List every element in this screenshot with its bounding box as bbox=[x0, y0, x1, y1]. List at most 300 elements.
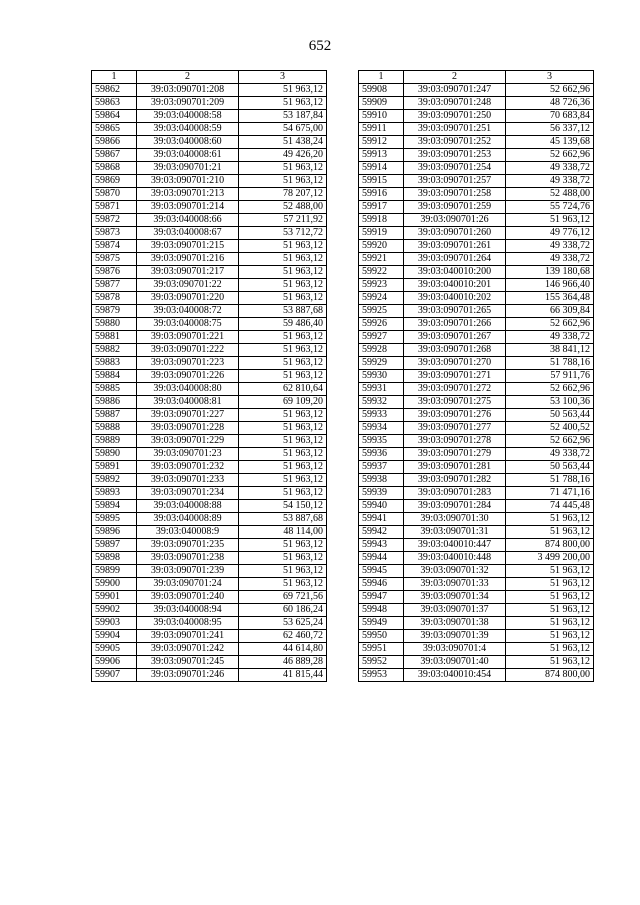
cadastral-value-cell: 50 563,44 bbox=[506, 409, 594, 422]
table-row bbox=[92, 578, 327, 591]
cadastral-number-cell: 39:03:040008:81 bbox=[137, 396, 239, 409]
cadastral-number-cell: 39:03:090701:257 bbox=[404, 175, 506, 188]
column-header-2: 2 bbox=[137, 71, 239, 84]
cadastral-value-cell: 44 614,80 bbox=[239, 643, 327, 656]
cadastral-value-cell: 3 499 200,00 bbox=[506, 552, 594, 565]
cadastral-value-cell: 51 963,12 bbox=[239, 344, 327, 357]
cadastral-number-cell: 39:03:090701:253 bbox=[404, 149, 506, 162]
cadastral-number-cell: 39:03:090701:226 bbox=[137, 370, 239, 383]
cadastral-number-cell: 39:03:090701:272 bbox=[404, 383, 506, 396]
table-row bbox=[359, 539, 594, 552]
cadastral-value-cell: 51 788,16 bbox=[506, 357, 594, 370]
cadastral-value-cell: 51 963,12 bbox=[506, 526, 594, 539]
table-row bbox=[92, 201, 327, 214]
cadastral-number-cell: 39:03:040010:447 bbox=[404, 539, 506, 552]
cadastral-number-cell: 39:03:090701:246 bbox=[137, 669, 239, 682]
table-row bbox=[92, 513, 327, 526]
cadastral-number-cell: 39:03:090701:270 bbox=[404, 357, 506, 370]
table-row bbox=[359, 526, 594, 539]
cadastral-number-cell: 39:03:090701:228 bbox=[137, 422, 239, 435]
record-number-cell: 59888 bbox=[92, 422, 137, 435]
table-row bbox=[92, 292, 327, 305]
cadastral-number-cell: 39:03:090701:260 bbox=[404, 227, 506, 240]
cadastral-number-cell: 39:03:090701:38 bbox=[404, 617, 506, 630]
table-row bbox=[92, 435, 327, 448]
cadastral-value-cell: 51 963,12 bbox=[239, 84, 327, 97]
table-row bbox=[359, 409, 594, 422]
cadastral-value-cell: 51 963,12 bbox=[239, 435, 327, 448]
cadastral-value-cell: 52 488,00 bbox=[506, 188, 594, 201]
record-number-cell: 59898 bbox=[92, 552, 137, 565]
cadastral-number-cell: 39:03:090701:276 bbox=[404, 409, 506, 422]
table-row bbox=[92, 162, 327, 175]
record-number-cell: 59865 bbox=[92, 123, 137, 136]
record-number-cell: 59886 bbox=[92, 396, 137, 409]
cadastral-value-cell: 51 963,12 bbox=[239, 97, 327, 110]
cadastral-value-cell: 49 426,20 bbox=[239, 149, 327, 162]
record-number-cell: 59896 bbox=[92, 526, 137, 539]
record-number-cell: 59870 bbox=[92, 188, 137, 201]
cadastral-number-cell: 39:03:040008:89 bbox=[137, 513, 239, 526]
table-row bbox=[92, 565, 327, 578]
record-number-cell: 59951 bbox=[359, 643, 404, 656]
table-row bbox=[359, 331, 594, 344]
cadastral-value-cell: 66 309,84 bbox=[506, 305, 594, 318]
record-number-cell: 59871 bbox=[92, 201, 137, 214]
record-number-cell: 59900 bbox=[92, 578, 137, 591]
table-row bbox=[359, 669, 594, 682]
cadastral-value-cell: 155 364,48 bbox=[506, 292, 594, 305]
cadastral-number-cell: 39:03:040010:201 bbox=[404, 279, 506, 292]
table-row bbox=[359, 266, 594, 279]
record-number-cell: 59936 bbox=[359, 448, 404, 461]
record-number-cell: 59915 bbox=[359, 175, 404, 188]
cadastral-value-cell: 51 963,12 bbox=[239, 552, 327, 565]
record-number-cell: 59928 bbox=[359, 344, 404, 357]
cadastral-value-cell: 55 724,76 bbox=[506, 201, 594, 214]
cadastral-value-cell: 51 963,12 bbox=[506, 643, 594, 656]
table-row bbox=[359, 227, 594, 240]
table-row bbox=[359, 214, 594, 227]
cadastral-number-cell: 39:03:090701:33 bbox=[404, 578, 506, 591]
table-row bbox=[92, 110, 327, 123]
cadastral-number-cell: 39:03:040008:61 bbox=[137, 149, 239, 162]
record-number-cell: 59932 bbox=[359, 396, 404, 409]
cadastral-number-cell: 39:03:090701:227 bbox=[137, 409, 239, 422]
record-number-cell: 59929 bbox=[359, 357, 404, 370]
table-row bbox=[92, 526, 327, 539]
cadastral-number-cell: 39:03:040008:88 bbox=[137, 500, 239, 513]
cadastral-value-cell: 49 338,72 bbox=[506, 253, 594, 266]
cadastral-number-cell: 39:03:090701:233 bbox=[137, 474, 239, 487]
cadastral-value-cell: 51 963,12 bbox=[239, 331, 327, 344]
table-row bbox=[92, 214, 327, 227]
cadastral-number-cell: 39:03:090701:242 bbox=[137, 643, 239, 656]
cadastral-value-cell: 51 963,12 bbox=[239, 292, 327, 305]
table-row bbox=[359, 292, 594, 305]
record-number-cell: 59949 bbox=[359, 617, 404, 630]
cadastral-value-cell: 51 963,12 bbox=[239, 409, 327, 422]
cadastral-number-cell: 39:03:090701:284 bbox=[404, 500, 506, 513]
cadastral-value-cell: 78 207,12 bbox=[239, 188, 327, 201]
record-number-cell: 59909 bbox=[359, 97, 404, 110]
table-row bbox=[359, 552, 594, 565]
table-row bbox=[359, 188, 594, 201]
table-row bbox=[359, 97, 594, 110]
table-row bbox=[92, 383, 327, 396]
cadastral-value-cell: 874 800,00 bbox=[506, 669, 594, 682]
column-header-3: 3 bbox=[506, 71, 594, 84]
record-number-cell: 59877 bbox=[92, 279, 137, 292]
record-number-cell: 59948 bbox=[359, 604, 404, 617]
cadastral-number-cell: 39:03:040008:67 bbox=[137, 227, 239, 240]
table-row bbox=[359, 136, 594, 149]
record-number-cell: 59906 bbox=[92, 656, 137, 669]
table-row bbox=[92, 136, 327, 149]
table-row bbox=[92, 279, 327, 292]
cadastral-value-cell: 53 100,36 bbox=[506, 396, 594, 409]
record-number-cell: 59869 bbox=[92, 175, 137, 188]
cadastral-value-cell: 52 400,52 bbox=[506, 422, 594, 435]
table-row bbox=[92, 344, 327, 357]
table-row bbox=[359, 370, 594, 383]
cadastral-number-cell: 39:03:090701:235 bbox=[137, 539, 239, 552]
record-number-cell: 59931 bbox=[359, 383, 404, 396]
cadastral-number-cell: 39:03:090701:4 bbox=[404, 643, 506, 656]
record-number-cell: 59890 bbox=[92, 448, 137, 461]
column-header-3: 3 bbox=[239, 71, 327, 84]
cadastral-value-cell: 874 800,00 bbox=[506, 539, 594, 552]
table-row bbox=[92, 240, 327, 253]
record-number-cell: 59895 bbox=[92, 513, 137, 526]
cadastral-number-cell: 39:03:090701:232 bbox=[137, 461, 239, 474]
record-number-cell: 59907 bbox=[92, 669, 137, 682]
record-number-cell: 59934 bbox=[359, 422, 404, 435]
table-row bbox=[359, 461, 594, 474]
cadastral-value-cell: 146 966,40 bbox=[506, 279, 594, 292]
cadastral-number-cell: 39:03:090701:221 bbox=[137, 331, 239, 344]
table-row bbox=[92, 630, 327, 643]
cadastral-number-cell: 39:03:040008:9 bbox=[137, 526, 239, 539]
cadastral-value-cell: 62 810,64 bbox=[239, 383, 327, 396]
record-number-cell: 59891 bbox=[92, 461, 137, 474]
record-number-cell: 59863 bbox=[92, 97, 137, 110]
table-row bbox=[92, 149, 327, 162]
cadastral-value-cell: 51 963,12 bbox=[239, 448, 327, 461]
cadastral-value-cell: 52 662,96 bbox=[506, 149, 594, 162]
cadastral-number-cell: 39:03:090701:261 bbox=[404, 240, 506, 253]
cadastral-value-cell: 52 662,96 bbox=[506, 84, 594, 97]
cadastral-value-cell: 48 114,00 bbox=[239, 526, 327, 539]
cadastral-number-cell: 39:03:090701:209 bbox=[137, 97, 239, 110]
cadastral-value-cell: 41 815,44 bbox=[239, 669, 327, 682]
cadastral-number-cell: 39:03:090701:217 bbox=[137, 266, 239, 279]
table-row bbox=[92, 487, 327, 500]
cadastral-value-cell: 49 776,12 bbox=[506, 227, 594, 240]
record-number-cell: 59924 bbox=[359, 292, 404, 305]
cadastral-number-cell: 39:03:090701:208 bbox=[137, 84, 239, 97]
cadastral-value-cell: 51 788,16 bbox=[506, 474, 594, 487]
table-row bbox=[359, 513, 594, 526]
table-row bbox=[92, 97, 327, 110]
cadastral-number-cell: 39:03:090701:31 bbox=[404, 526, 506, 539]
table-row bbox=[359, 383, 594, 396]
right-table bbox=[358, 70, 594, 682]
table-row bbox=[92, 669, 327, 682]
table-row bbox=[92, 591, 327, 604]
cadastral-number-cell: 39:03:090701:259 bbox=[404, 201, 506, 214]
record-number-cell: 59879 bbox=[92, 305, 137, 318]
column-header-1: 1 bbox=[359, 71, 404, 84]
cadastral-value-cell: 54 675,00 bbox=[239, 123, 327, 136]
cadastral-number-cell: 39:03:040008:60 bbox=[137, 136, 239, 149]
cadastral-number-cell: 39:03:090701:223 bbox=[137, 357, 239, 370]
cadastral-number-cell: 39:03:090701:213 bbox=[137, 188, 239, 201]
cadastral-number-cell: 39:03:090701:250 bbox=[404, 110, 506, 123]
table-row bbox=[359, 448, 594, 461]
record-number-cell: 59883 bbox=[92, 357, 137, 370]
table-row bbox=[92, 227, 327, 240]
cadastral-number-cell: 39:03:090701:30 bbox=[404, 513, 506, 526]
record-number-cell: 59875 bbox=[92, 253, 137, 266]
record-number-cell: 59933 bbox=[359, 409, 404, 422]
column-header-1: 1 bbox=[92, 71, 137, 84]
cadastral-number-cell: 39:03:090701:23 bbox=[137, 448, 239, 461]
table-row bbox=[359, 630, 594, 643]
cadastral-value-cell: 48 726,36 bbox=[506, 97, 594, 110]
cadastral-number-cell: 39:03:090701:229 bbox=[137, 435, 239, 448]
cadastral-value-cell: 49 338,72 bbox=[506, 240, 594, 253]
cadastral-value-cell: 51 963,12 bbox=[239, 370, 327, 383]
cadastral-number-cell: 39:03:040008:58 bbox=[137, 110, 239, 123]
record-number-cell: 59894 bbox=[92, 500, 137, 513]
record-number-cell: 59892 bbox=[92, 474, 137, 487]
table-row bbox=[359, 201, 594, 214]
cadastral-number-cell: 39:03:090701:34 bbox=[404, 591, 506, 604]
cadastral-number-cell: 39:03:090701:241 bbox=[137, 630, 239, 643]
table-row bbox=[92, 604, 327, 617]
cadastral-value-cell: 51 438,24 bbox=[239, 136, 327, 149]
table-row bbox=[359, 617, 594, 630]
cadastral-number-cell: 39:03:090701:24 bbox=[137, 578, 239, 591]
cadastral-value-cell: 46 889,28 bbox=[239, 656, 327, 669]
cadastral-value-cell: 51 963,12 bbox=[239, 175, 327, 188]
table-row bbox=[359, 643, 594, 656]
cadastral-value-cell: 51 963,12 bbox=[239, 422, 327, 435]
record-number-cell: 59874 bbox=[92, 240, 137, 253]
table-row bbox=[359, 344, 594, 357]
table-row bbox=[92, 123, 327, 136]
table-row bbox=[359, 591, 594, 604]
cadastral-value-cell: 51 963,12 bbox=[239, 162, 327, 175]
cadastral-value-cell: 51 963,12 bbox=[506, 214, 594, 227]
table-row bbox=[92, 84, 327, 97]
record-number-cell: 59918 bbox=[359, 214, 404, 227]
cadastral-number-cell: 39:03:090701:239 bbox=[137, 565, 239, 578]
cadastral-number-cell: 39:03:040010:202 bbox=[404, 292, 506, 305]
record-number-cell: 59903 bbox=[92, 617, 137, 630]
table-row bbox=[92, 552, 327, 565]
cadastral-number-cell: 39:03:090701:216 bbox=[137, 253, 239, 266]
cadastral-number-cell: 39:03:040008:95 bbox=[137, 617, 239, 630]
cadastral-value-cell: 51 963,12 bbox=[239, 279, 327, 292]
record-number-cell: 59884 bbox=[92, 370, 137, 383]
cadastral-number-cell: 39:03:090701:251 bbox=[404, 123, 506, 136]
cadastral-value-cell: 51 963,12 bbox=[506, 630, 594, 643]
record-number-cell: 59950 bbox=[359, 630, 404, 643]
cadastral-number-cell: 39:03:090701:32 bbox=[404, 565, 506, 578]
cadastral-number-cell: 39:03:090701:247 bbox=[404, 84, 506, 97]
cadastral-value-cell: 52 662,96 bbox=[506, 435, 594, 448]
cadastral-number-cell: 39:03:090701:282 bbox=[404, 474, 506, 487]
cadastral-value-cell: 57 211,92 bbox=[239, 214, 327, 227]
cadastral-value-cell: 70 683,84 bbox=[506, 110, 594, 123]
cadastral-value-cell: 51 963,12 bbox=[239, 565, 327, 578]
cadastral-number-cell: 39:03:090701:264 bbox=[404, 253, 506, 266]
cadastral-value-cell: 71 471,16 bbox=[506, 487, 594, 500]
table-row bbox=[359, 175, 594, 188]
cadastral-value-cell: 52 662,96 bbox=[506, 383, 594, 396]
cadastral-value-cell: 51 963,12 bbox=[239, 266, 327, 279]
table-row bbox=[92, 409, 327, 422]
cadastral-number-cell: 39:03:090701:268 bbox=[404, 344, 506, 357]
cadastral-value-cell: 51 963,12 bbox=[239, 240, 327, 253]
cadastral-number-cell: 39:03:090701:265 bbox=[404, 305, 506, 318]
cadastral-value-cell: 69 109,20 bbox=[239, 396, 327, 409]
table-row bbox=[92, 318, 327, 331]
table-row bbox=[92, 188, 327, 201]
cadastral-number-cell: 39:03:090701:220 bbox=[137, 292, 239, 305]
cadastral-number-cell: 39:03:040008:94 bbox=[137, 604, 239, 617]
cadastral-number-cell: 39:03:090701:214 bbox=[137, 201, 239, 214]
cadastral-value-cell: 51 963,12 bbox=[506, 656, 594, 669]
cadastral-number-cell: 39:03:090701:245 bbox=[137, 656, 239, 669]
record-number-cell: 59902 bbox=[92, 604, 137, 617]
record-number-cell: 59944 bbox=[359, 552, 404, 565]
cadastral-number-cell: 39:03:040010:200 bbox=[404, 266, 506, 279]
table-row bbox=[359, 474, 594, 487]
cadastral-value-cell: 54 150,12 bbox=[239, 500, 327, 513]
cadastral-number-cell: 39:03:040008:66 bbox=[137, 214, 239, 227]
cadastral-value-cell: 38 841,12 bbox=[506, 344, 594, 357]
table-row bbox=[359, 240, 594, 253]
record-number-cell: 59953 bbox=[359, 669, 404, 682]
table-row bbox=[92, 175, 327, 188]
record-number-cell: 59899 bbox=[92, 565, 137, 578]
record-number-cell: 59880 bbox=[92, 318, 137, 331]
record-number-cell: 59919 bbox=[359, 227, 404, 240]
record-number-cell: 59912 bbox=[359, 136, 404, 149]
cadastral-value-cell: 51 963,12 bbox=[506, 604, 594, 617]
cadastral-number-cell: 39:03:040010:454 bbox=[404, 669, 506, 682]
record-number-cell: 59904 bbox=[92, 630, 137, 643]
table-row bbox=[92, 643, 327, 656]
cadastral-value-cell: 51 963,12 bbox=[239, 578, 327, 591]
record-number-cell: 59882 bbox=[92, 344, 137, 357]
record-number-cell: 59868 bbox=[92, 162, 137, 175]
cadastral-value-cell: 53 625,24 bbox=[239, 617, 327, 630]
table-header-row bbox=[92, 71, 327, 84]
cadastral-number-cell: 39:03:040008:80 bbox=[137, 383, 239, 396]
table-row bbox=[92, 617, 327, 630]
record-number-cell: 59889 bbox=[92, 435, 137, 448]
cadastral-value-cell: 74 445,48 bbox=[506, 500, 594, 513]
cadastral-value-cell: 51 963,12 bbox=[239, 474, 327, 487]
table-row bbox=[359, 253, 594, 266]
table-row bbox=[359, 123, 594, 136]
cadastral-number-cell: 39:03:090701:281 bbox=[404, 461, 506, 474]
cadastral-value-cell: 51 963,12 bbox=[506, 513, 594, 526]
cadastral-number-cell: 39:03:090701:40 bbox=[404, 656, 506, 669]
record-number-cell: 59938 bbox=[359, 474, 404, 487]
cadastral-number-cell: 39:03:090701:37 bbox=[404, 604, 506, 617]
cadastral-value-cell: 51 963,12 bbox=[239, 253, 327, 266]
record-number-cell: 59940 bbox=[359, 500, 404, 513]
record-number-cell: 59921 bbox=[359, 253, 404, 266]
cadastral-number-cell: 39:03:040008:72 bbox=[137, 305, 239, 318]
table-row bbox=[92, 539, 327, 552]
cadastral-value-cell: 51 963,12 bbox=[506, 578, 594, 591]
cadastral-value-cell: 59 486,40 bbox=[239, 318, 327, 331]
cadastral-value-cell: 51 963,12 bbox=[239, 461, 327, 474]
record-number-cell: 59878 bbox=[92, 292, 137, 305]
cadastral-value-cell: 51 963,12 bbox=[239, 539, 327, 552]
record-number-cell: 59866 bbox=[92, 136, 137, 149]
cadastral-number-cell: 39:03:090701:254 bbox=[404, 162, 506, 175]
cadastral-number-cell: 39:03:090701:275 bbox=[404, 396, 506, 409]
record-number-cell: 59862 bbox=[92, 84, 137, 97]
table-row bbox=[359, 305, 594, 318]
table-row bbox=[359, 162, 594, 175]
cadastral-number-cell: 39:03:090701:21 bbox=[137, 162, 239, 175]
cadastral-value-cell: 49 338,72 bbox=[506, 175, 594, 188]
record-number-cell: 59872 bbox=[92, 214, 137, 227]
cadastral-number-cell: 39:03:090701:22 bbox=[137, 279, 239, 292]
record-number-cell: 59867 bbox=[92, 149, 137, 162]
table-row bbox=[92, 370, 327, 383]
cadastral-value-cell: 53 187,84 bbox=[239, 110, 327, 123]
cadastral-number-cell: 39:03:090701:39 bbox=[404, 630, 506, 643]
column-header-2: 2 bbox=[404, 71, 506, 84]
record-number-cell: 59887 bbox=[92, 409, 137, 422]
cadastral-value-cell: 139 180,68 bbox=[506, 266, 594, 279]
record-number-cell: 59914 bbox=[359, 162, 404, 175]
table-row bbox=[359, 110, 594, 123]
table-row bbox=[92, 500, 327, 513]
table-header-row bbox=[359, 71, 594, 84]
table-row bbox=[359, 84, 594, 97]
table-row bbox=[92, 331, 327, 344]
record-number-cell: 59942 bbox=[359, 526, 404, 539]
cadastral-number-cell: 39:03:090701:279 bbox=[404, 448, 506, 461]
table-row bbox=[359, 279, 594, 292]
record-number-cell: 59952 bbox=[359, 656, 404, 669]
table-row bbox=[92, 253, 327, 266]
cadastral-value-cell: 45 139,68 bbox=[506, 136, 594, 149]
record-number-cell: 59935 bbox=[359, 435, 404, 448]
cadastral-value-cell: 52 488,00 bbox=[239, 201, 327, 214]
table-row bbox=[92, 461, 327, 474]
record-number-cell: 59945 bbox=[359, 565, 404, 578]
record-number-cell: 59939 bbox=[359, 487, 404, 500]
table-row bbox=[92, 305, 327, 318]
table-row bbox=[92, 656, 327, 669]
cadastral-number-cell: 39:03:090701:258 bbox=[404, 188, 506, 201]
record-number-cell: 59908 bbox=[359, 84, 404, 97]
record-number-cell: 59920 bbox=[359, 240, 404, 253]
cadastral-value-cell: 57 911,76 bbox=[506, 370, 594, 383]
table-row bbox=[359, 357, 594, 370]
